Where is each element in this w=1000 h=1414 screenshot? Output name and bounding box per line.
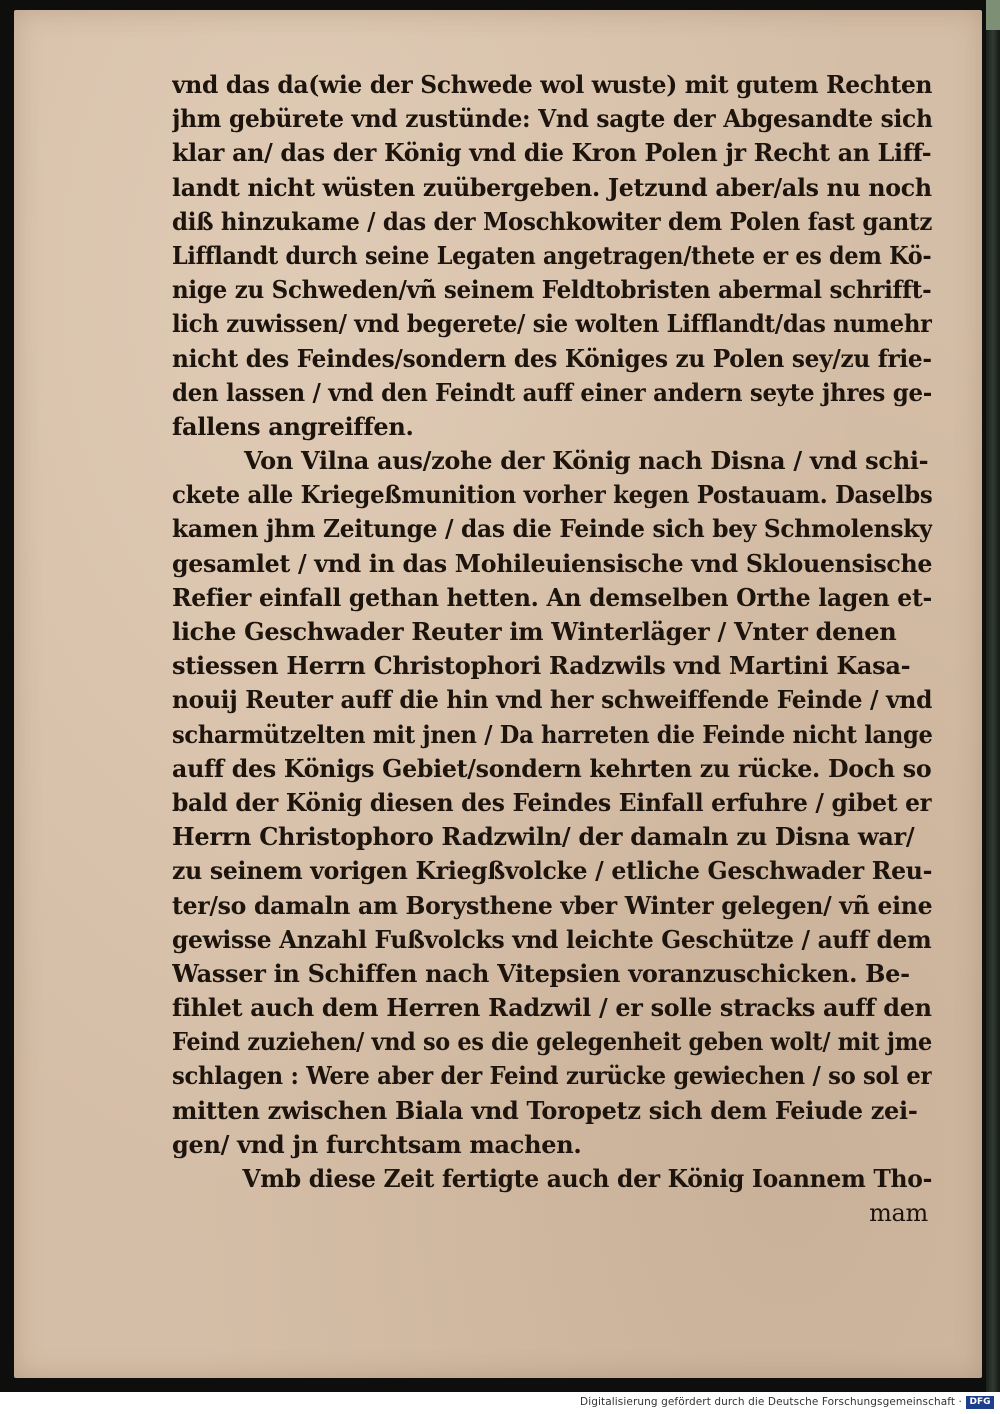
catchword: mam bbox=[869, 1199, 928, 1228]
text-line: fihlet auch dem Herren Radzwil / er solle stracks auff den bbox=[172, 993, 932, 1023]
text-line: bald der König diesen des Feindes Einfall erfuhre / gibet er bbox=[172, 787, 932, 817]
text-line: landt nicht wüsten zuübergeben. Jetzund aber/als nu noch bbox=[172, 172, 932, 202]
digitization-footer bbox=[0, 1392, 1000, 1414]
text-line: gewisse Anzahl Fußvolcks vnd leichte Geschütze / auff dem bbox=[172, 924, 932, 954]
text-line: Herrn Christophoro Radzwiln/ der damaln zu Disna war/ bbox=[172, 822, 915, 852]
text-line: scharmützelten mit jnen / Da harreten die Feinde nicht lange bbox=[172, 719, 933, 749]
text-line: lich zuwissen/ vnd begerete/ sie wolten Lifflandt/das numehr bbox=[172, 309, 932, 339]
paragraph-first-line: Vmb diese Zeit fertigte auch der König Ioannem Tho- bbox=[242, 1164, 933, 1193]
paragraph-first-line: Von Vilna aus/zohe der König nach Disna / vnd schi- bbox=[244, 446, 929, 476]
text-line: gesamlet / vnd in das Mohileuiensische vnd Sklouensische bbox=[172, 548, 932, 578]
text-line: ckete alle Kriegeßmunition vorher kegen Postauam. Daselbs bbox=[172, 480, 932, 510]
text-line: Wasser in Schiffen nach Vitepsien voranzuschicken. Be- bbox=[172, 958, 910, 988]
text-line: klar an/ das der König vnd die Kron Polen jr Recht an Liff- bbox=[172, 138, 932, 168]
text-line: fallens angreiffen. bbox=[172, 411, 414, 441]
text-line: nouij Reuter auff die hin vnd her schweiffende Feinde / vnd bbox=[172, 685, 932, 715]
text-line: jhm gebürete vnd zustünde: Vnd sagte der Abgesandte sich bbox=[172, 104, 933, 134]
text-line: liche Geschwader Reuter im Winterläger / Vnter denen bbox=[172, 617, 897, 646]
text-line: kamen jhm Zeitunge / das die Feinde sich bey Schmolensky bbox=[172, 514, 933, 544]
text-line: Refier einfall gethan hetten. An demselben Orthe lagen et- bbox=[172, 582, 932, 612]
page-text bbox=[172, 68, 932, 1230]
funding-credit: Digitalisierung gefördert durch die Deutsche Forschungsgemeinschaft · bbox=[580, 1396, 962, 1408]
text-line: auff des Königs Gebiet/sondern kehrten zu rücke. Doch so bbox=[172, 753, 932, 783]
text-line: nige zu Schweden/vñ seinem Feldtobristen abermal schrifft- bbox=[172, 275, 932, 305]
text-line: stiessen Herrn Christophori Radzwils vnd Martini Kasa- bbox=[172, 651, 911, 681]
text-line: nicht des Feindes/sondern des Königes zu Polen sey/zu frie- bbox=[172, 343, 932, 373]
text-line: Lifflandt durch seine Legaten angetragen/thete er es dem Kö- bbox=[172, 240, 932, 270]
text-line: vnd das da(wie der Schwede wol wuste) mit gutem Rechten bbox=[172, 70, 932, 99]
dfg-logo: DFG bbox=[966, 1396, 994, 1409]
text-line: den lassen / vnd den Feindt auff einer andern seyte jhres ge- bbox=[172, 377, 932, 407]
text-line: zu seinem vorigen Kriegßvolcke / etliche Geschwader Reu- bbox=[172, 856, 933, 886]
book-page bbox=[14, 10, 982, 1378]
text-line: schlagen : Were aber der Feind zurücke gewiechen / so sol er bbox=[172, 1061, 932, 1091]
text-line: gen/ vnd jn furchtsam machen. bbox=[172, 1129, 582, 1159]
text-line: ter/so damaln am Borysthene vber Winter gelegen/ vñ eine bbox=[172, 890, 933, 920]
text-line: Feind zuziehen/ vnd so es die gelegenheit geben wolt/ mit jme bbox=[172, 1027, 932, 1057]
text-line: mitten zwischen Biala vnd Toropetz sich dem Feiude zei- bbox=[172, 1095, 918, 1125]
text-line: diß hinzukame / das der Moschkowiter dem Polen fast gantz bbox=[172, 206, 933, 236]
